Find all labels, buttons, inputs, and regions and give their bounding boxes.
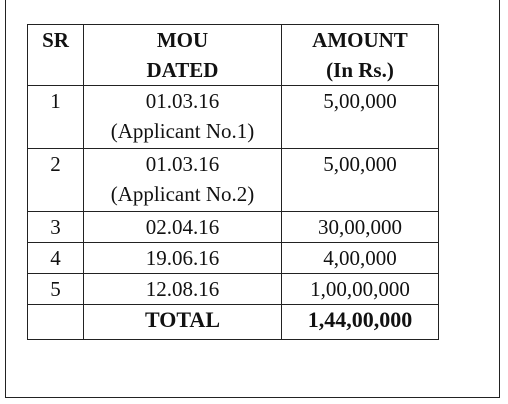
total-row [28, 305, 439, 340]
cell-amount: 5,00,000 [282, 149, 439, 212]
cell-amount: 30,00,000 [282, 212, 439, 243]
cell-date-note: (Applicant No.1) [110, 119, 255, 143]
header-amount-line2: (In Rs.) [326, 58, 394, 82]
cell-sr: 3 [28, 212, 84, 243]
cell-date: 19.06.16 [84, 243, 282, 274]
mou-table [27, 24, 439, 340]
cell-sr: 5 [28, 274, 84, 305]
header-amount-line1: AMOUNT [312, 28, 408, 52]
header-mou-dated [84, 25, 282, 86]
cell-date-note: (Applicant No.2) [110, 182, 255, 206]
cell-date: 12.08.16 [84, 274, 282, 305]
header-amount [282, 25, 439, 86]
cell-date [84, 149, 282, 212]
cell-sr: 2 [28, 149, 84, 212]
cell-date [84, 86, 282, 149]
cell-sr-empty [28, 305, 84, 340]
cell-amount: 4,00,000 [282, 243, 439, 274]
total-amount: 1,44,00,000 [282, 305, 439, 340]
header-sr: SR [28, 25, 84, 86]
cell-date-value: 01.03.16 [145, 89, 220, 113]
header-mou-line1: MOU [156, 28, 209, 52]
cell-sr: 1 [28, 86, 84, 149]
total-label: TOTAL [84, 305, 282, 340]
table-row [28, 212, 439, 243]
table-row [28, 243, 439, 274]
cell-amount: 1,00,00,000 [282, 274, 439, 305]
table-row [28, 86, 439, 149]
header-mou-line2: DATED [146, 58, 219, 82]
table-header-row [28, 25, 439, 86]
cell-amount: 5,00,000 [282, 86, 439, 149]
table-row [28, 149, 439, 212]
table-row [28, 274, 439, 305]
cell-date-value: 01.03.16 [145, 152, 220, 176]
cell-date: 02.04.16 [84, 212, 282, 243]
cell-sr: 4 [28, 243, 84, 274]
